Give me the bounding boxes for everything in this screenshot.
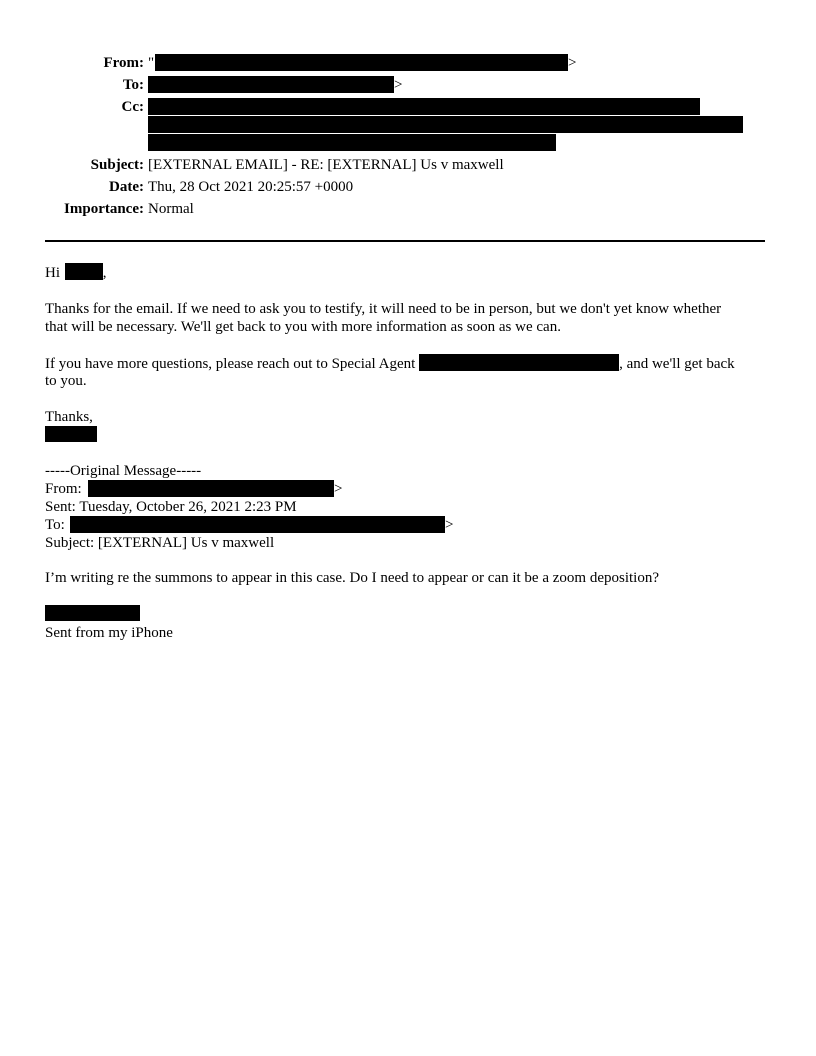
redaction-special-agent [419, 354, 619, 371]
to-suffix: > [394, 77, 403, 93]
header-to [0, 76, 816, 94]
greeting-suffix: , [102, 265, 107, 281]
subject-value: [EXTERNAL EMAIL] - RE: [EXTERNAL] Us v maxwell [148, 157, 504, 173]
para2-line2: to you. [45, 373, 87, 389]
para2-suffix: , and we'll get back [619, 356, 735, 372]
para1-line1: Thanks for the email. If we need to ask you to testify, it will need to be in person, but we don't yet know whether [45, 301, 722, 317]
greeting [45, 263, 107, 282]
original-to-suffix: > [445, 517, 454, 533]
signoff: Thanks, [45, 409, 93, 425]
redaction-cc-2 [148, 116, 743, 133]
original-to [45, 516, 65, 534]
original-separator: -----Original Message----- [45, 463, 202, 479]
importance-label: Importance: [64, 201, 144, 217]
greeting-prefix: Hi [45, 265, 60, 281]
date-label: Date: [109, 179, 144, 195]
redaction-signature [45, 426, 97, 442]
para2-line1 [45, 354, 735, 373]
para1-line2: that will be necessary. We'll get back to you with more information as soon as we can. [45, 319, 561, 335]
from-quote: " [148, 55, 155, 71]
redaction-original-to [70, 516, 445, 533]
original-sent: Sent: Tuesday, October 26, 2021 2:23 PM [45, 499, 297, 515]
redaction-cc-3 [148, 134, 556, 151]
date-value: Thu, 28 Oct 2021 20:25:57 +0000 [148, 179, 354, 195]
header-date [0, 178, 816, 196]
header-subject [0, 156, 816, 174]
importance-value: Normal [148, 201, 194, 217]
original-from-suffix: > [334, 481, 343, 497]
redaction-greeting-name [65, 263, 103, 280]
original-to-label: To: [45, 517, 65, 533]
original-subject: Subject: [EXTERNAL] Us v maxwell [45, 535, 275, 551]
to-label: To: [122, 77, 144, 93]
original-footer: Sent from my iPhone [45, 625, 173, 641]
original-message: I’m writing re the summons to appear in this case. Do I need to appear or can it be a zoom deposition? [45, 570, 659, 586]
redaction-original-sender [45, 605, 140, 621]
para2-prefix: If you have more questions, please reach out to Special Agent [45, 356, 416, 372]
header-importance [0, 200, 816, 218]
header-divider [45, 240, 765, 242]
redaction-original-from [88, 480, 334, 497]
original-from [45, 480, 82, 498]
redaction-to [148, 76, 394, 93]
from-suffix: > [568, 55, 577, 71]
subject-label: Subject: [90, 157, 144, 173]
redaction-cc-1 [148, 98, 700, 115]
original-from-label: From: [45, 481, 82, 497]
cc-label: Cc: [121, 99, 144, 115]
from-label: From: [103, 55, 144, 71]
redaction-from [155, 54, 568, 71]
